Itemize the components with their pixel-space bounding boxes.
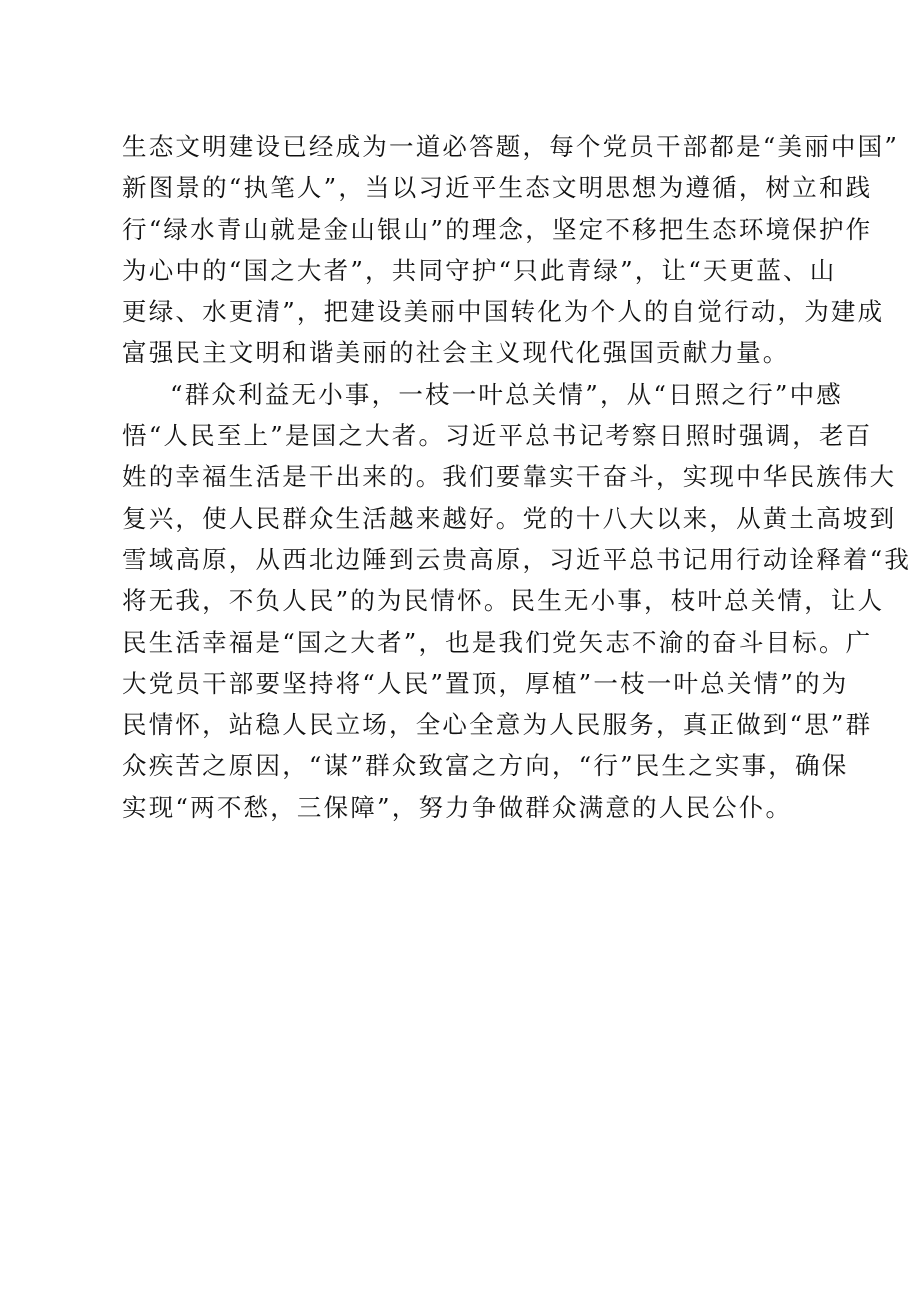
document-body: [122, 126, 912, 828]
paragraph-line: 生态文明建设已经成为一道必答题，每个党员干部都是“美丽中国”: [122, 132, 900, 161]
paragraph-line: 民情怀，站稳人民立场，全心全意为人民服务，真正做到“思”群: [122, 710, 873, 740]
paragraph-line: 实现“两不愁，三保障”，努力争做群众满意的人民公仆。: [122, 792, 793, 822]
paragraph-line: 富强民主文明和谐美丽的社会主义现代化强国贡献力量。: [122, 338, 790, 368]
paragraph-line: 众疾苦之原因，“谋”群众致富之方向，“行”民生之实事，确保: [122, 751, 849, 781]
paragraph-line: “群众利益无小事，一枝一叶总关情”，从“日照之行”中感: [170, 379, 843, 409]
paragraph-line: 民生活幸福是“国之大者”，也是我们党矢志不渝的奋斗目标。广: [122, 627, 873, 657]
paragraph-line: 雪域高原，从西北边陲到云贵高原，习近平总书记用行动诠释着“我: [122, 544, 912, 574]
paragraph-line: 姓的幸福生活是干出来的。我们要靠实干奋斗，实现中华民族伟大: [122, 462, 897, 492]
paragraph-line: 复兴，使人民群众生活越来越好。党的十八大以来，从黄土高坡到: [122, 503, 897, 533]
paragraph-line: 悟“人民至上”是国之大者。习近平总书记考察日照时强调，老百: [122, 421, 873, 451]
paragraph-line: 将无我，不负人民”的为民情怀。民生无小事，枝叶总关情，让人: [122, 586, 885, 616]
paragraph-line: 为心中的“国之大者”，共同守护“只此青绿”，让“天更蓝、山: [122, 255, 837, 285]
paragraph-line: 更绿、水更清”，把建设美丽中国转化为个人的自觉行动，为建成: [122, 297, 885, 327]
paragraph-line: 大党员干部要坚持将“人民”置顶，厚植”一枝一叶总关情”的为: [122, 668, 849, 698]
paragraph-people-first: [122, 374, 912, 828]
paragraph-ecological-civilization: [122, 126, 900, 374]
paragraph-line: 新图景的“执笔人”，当以习近平生态文明思想为遵循，树立和践: [122, 173, 873, 203]
paragraph-line: 行“绿水青山就是金山银山”的理念，坚定不移把生态环境保护作: [122, 214, 873, 244]
